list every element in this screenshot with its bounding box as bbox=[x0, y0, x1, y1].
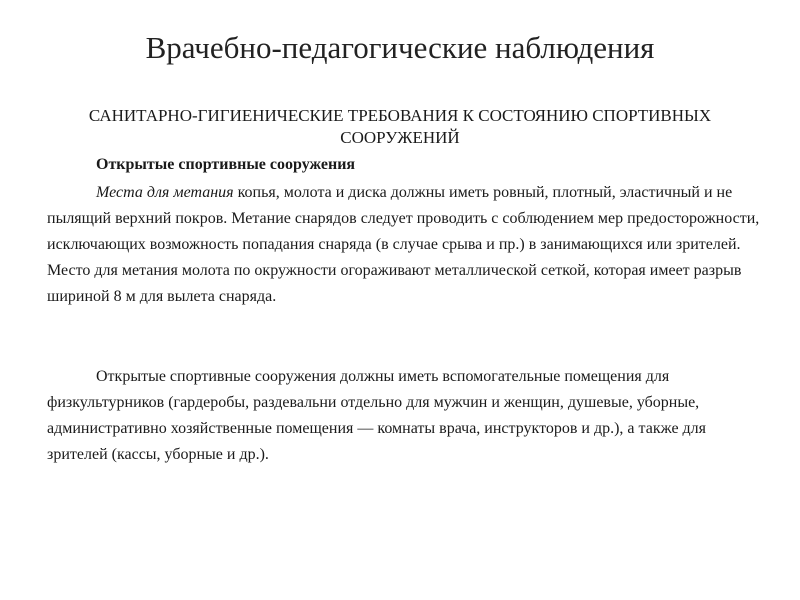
subheading: Открытые спортивные сооружения bbox=[96, 156, 356, 173]
paragraph-throwing-areas bbox=[47, 180, 767, 310]
paragraph-auxiliary-rooms: Открытые спортивные сооружения должны иметь вспомогательные помещения для физкультурников (гардеробы, раздевальни отдельно для мужчин и женщин, душевые, уборные, административно хозяйственные помещения — комнаты врача, инструкторов и др.), а также для зрителей (кассы, уборные и др.). bbox=[47, 368, 707, 463]
paragraph-emphasis: Места для метания bbox=[96, 184, 234, 201]
section-heading: САНИТАРНО-ГИГИЕНИЧЕСКИЕ ТРЕБОВАНИЯ К СОСТОЯНИЮ СПОРТИВНЫХ СООРУЖЕНИЙ bbox=[88, 106, 712, 147]
paragraph-body: копья, молота и диска должны иметь ровный, плотный, эластичный и не пылящий верхний покров. Метание снарядов следует проводить с соблюдением мер предосторожности, исключающих возможность попадания снаряда (в случае срыва и пр.) в занимающихся или зрителей. Место для метания молота по окружности огораживают металлической сеткой, которая имеет разрыв шириной 8 м для вылета снаряда. bbox=[47, 184, 760, 305]
slide-title: Врачебно-педагогические наблюдения bbox=[145, 30, 655, 65]
